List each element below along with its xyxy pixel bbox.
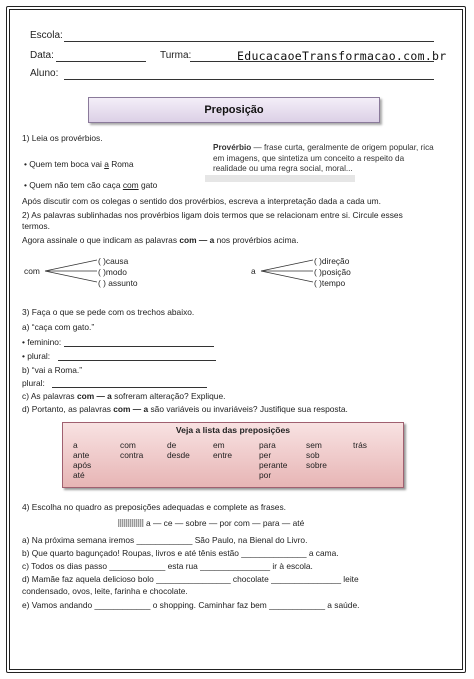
- prep-em: em: [213, 440, 225, 450]
- prep-sob: sob: [306, 450, 320, 460]
- q1-discuss: Após discutir com os colegas o sentido dos provérbios, escreva a interpretação dada a cada um.: [22, 196, 381, 206]
- aluno-label: Aluno:: [30, 68, 59, 79]
- q4-a: a) Na próxima semana iremos ____________ São Paulo, na Bienal do Livro.: [22, 535, 308, 545]
- prep-apos: após: [73, 460, 92, 470]
- prep-entre: entre: [213, 450, 233, 460]
- com-option-causa[interactable]: ( )causa: [98, 256, 129, 266]
- preposition-list-box: [62, 422, 404, 488]
- q1-intro: 1) Leia os provérbios.: [22, 133, 103, 143]
- q4-options: a — ce — sobre — por com — para — até: [146, 518, 305, 528]
- prep-sobre: sobre: [306, 460, 327, 470]
- prep-para: para: [259, 440, 276, 450]
- com-option-modo[interactable]: ( )modo: [98, 267, 127, 277]
- com-option-assunto[interactable]: ( ) assunto: [98, 278, 138, 288]
- prep-com: com: [120, 440, 136, 450]
- a-label: a: [251, 266, 256, 276]
- q4-c: c) Todos os dias passo ____________ esta rua _______________ ir à escola.: [22, 561, 313, 571]
- escola-line[interactable]: [64, 41, 434, 42]
- q3-d: d) Portanto, as palavras com — a são variáveis ou invariáveis? Justifique sua resposta.: [22, 404, 348, 414]
- com-bracket-lines: [43, 256, 99, 286]
- q2-line2: termos.: [22, 221, 50, 231]
- plural-b-line[interactable]: [52, 387, 207, 388]
- plural-line[interactable]: [58, 360, 216, 361]
- proverbio-definition: Provérbio — frase curta, geralmente de origem popular, rica em imagens, que sintetiza um conceito a respeito da realidade ou uma regra social, moral...: [213, 143, 434, 173]
- prep-perante: perante: [259, 460, 288, 470]
- turma-label: Turma:: [160, 50, 192, 61]
- prep-tras: trás: [353, 440, 367, 450]
- feminino-line[interactable]: [64, 346, 214, 347]
- q3-plural-b-label: plural:: [22, 378, 45, 388]
- aluno-line[interactable]: [64, 79, 434, 80]
- prep-ate: até: [73, 470, 85, 480]
- preposition-list-title: Veja a lista das preposições: [175, 425, 291, 435]
- a-option-posicao[interactable]: ( )posição: [314, 267, 351, 277]
- com-options: [98, 256, 138, 289]
- q4-d: d) Mamãe faz aquela delicioso bolo ________________ chocolate _______________ leite: [22, 574, 359, 584]
- escola-label: Escola:: [30, 30, 63, 41]
- prep-sem: sem: [306, 440, 322, 450]
- proverb-1: • Quem tem boca vai a Roma: [24, 159, 134, 169]
- q3-a: a) “caça com gato.”: [22, 322, 95, 332]
- q3-b: b) “vai a Roma.”: [22, 365, 83, 375]
- a-option-tempo[interactable]: ( )tempo: [314, 278, 346, 288]
- data-label: Data:: [30, 50, 54, 61]
- prep-de: de: [167, 440, 177, 450]
- a-bracket-lines: [259, 256, 315, 286]
- prep-a: a: [73, 440, 78, 450]
- proverb-2: • Quem não tem cão caça com gato: [24, 180, 158, 190]
- site-watermark: EducacaoeTransformacao.com.br: [237, 49, 447, 63]
- q4-b: b) Que quarto bagunçado! Roupas, livros e até tênis estão ______________ a cama.: [22, 548, 339, 558]
- q2-line1: 2) As palavras sublinhadas nos provérbios ligam dois termos que se relacionam entre si. Circule esses: [22, 210, 403, 220]
- q3-intro: 3) Faça o que se pede com os trechos abaixo.: [22, 307, 195, 317]
- q2-assinale: Agora assinale o que indicam as palavras com — a nos provérbios acima.: [22, 235, 299, 245]
- prep-por: por: [259, 470, 272, 480]
- data-line[interactable]: [56, 61, 146, 62]
- definition-highlight: [205, 175, 355, 182]
- a-option-direcao[interactable]: ( )direção: [314, 256, 350, 266]
- q3-plural-label: • plural:: [22, 351, 51, 361]
- prep-ante: ante: [73, 450, 90, 460]
- q4-d2: condensado, ovos, leite, farinha e chocolate.: [22, 586, 188, 596]
- prep-per: per: [259, 450, 272, 460]
- q3-feminino-label: • feminino:: [22, 337, 62, 347]
- q3-c: c) As palavras com — a sofreram alteração? Explique.: [22, 391, 226, 401]
- com-label: com: [24, 266, 40, 276]
- options-highlight: [118, 519, 144, 527]
- a-options: [314, 256, 351, 289]
- q4-e: e) Vamos andando ____________ o shopping. Caminhar faz bem ____________ a saúde.: [22, 600, 360, 610]
- prep-desde: desde: [167, 450, 190, 460]
- prep-contra: contra: [120, 450, 144, 460]
- page-title: Preposição: [88, 97, 380, 123]
- q4-intro: 4) Escolha no quadro as preposições adequadas e complete as frases.: [22, 502, 286, 512]
